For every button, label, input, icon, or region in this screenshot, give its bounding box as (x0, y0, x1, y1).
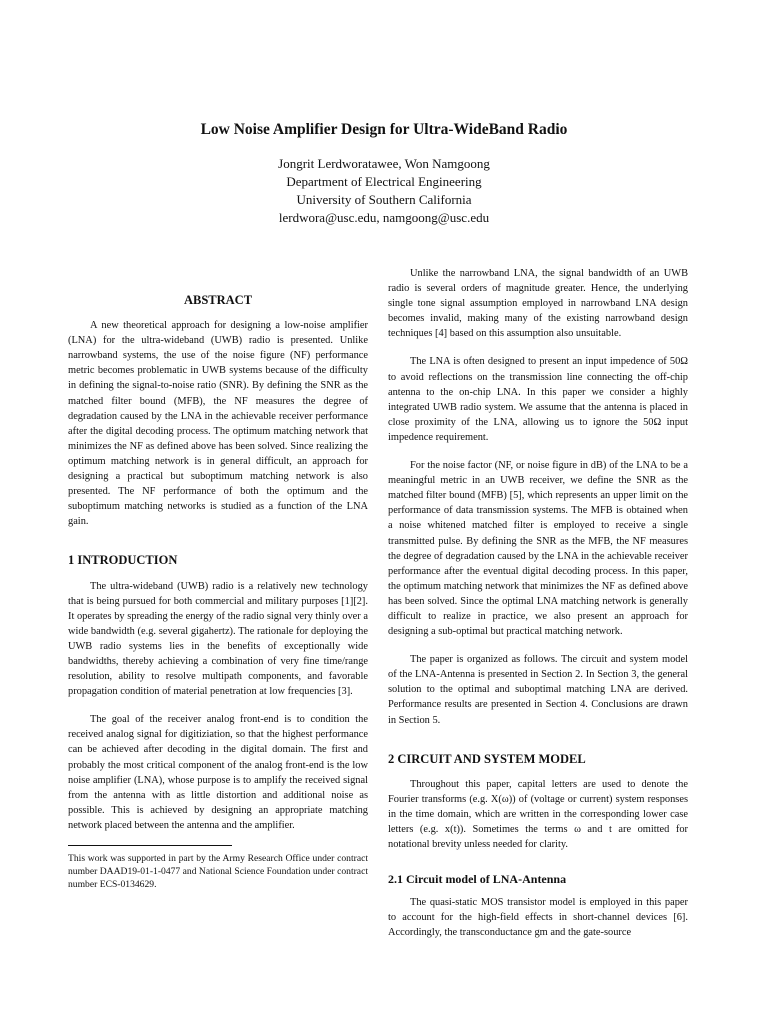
footnote-text: This work was supported in part by the Army Research Office under contract number DAAD19-01-1-0477 and National Science Foundation under contract number ECS-0134629. (68, 853, 368, 891)
section-2-paragraph: Throughout this paper, capital letters are used to denote the Fourier transforms (e.g. X(ω)) of (voltage or current) system responses in the time domain, which are written in the corresponding lower case letters (e.g. x(t)). Sometimes the terms ω and t are omitted for notational brevity unless needed for clarity. (388, 778, 688, 851)
author-block (0, 155, 768, 227)
paper-title: Low Noise Amplifier Design for Ultra-WideBand Radio (200, 121, 568, 138)
footnote (68, 845, 368, 892)
university: University of Southern California (296, 192, 472, 207)
intro-paragraph-1: The ultra-wideband (UWB) radio is a relatively new technology that is being pursued for both commercial and military purposes [1][2]. It operates by spreading the energy of the radio signal very thinly over a wide bandwidth (e.g. several gigahertz). The rationale for deploying the UWB radio systems lies in the benefits of exceptionally wide bandwidths, thereby achieving a combination of very fine time/range resolution, ability to resolve multipath components, and favorable propagation condition of material penetration at low frequencies [3]. (68, 580, 368, 698)
intro-paragraph-2: The goal of the receiver analog front-end is to condition the received analog signal for digitiziation, so that the highest performance can be achieved after decoding in the digital domain. The first and probably the most critical component of the analog front-end is the low noise amplifier (LNA), whose purpose is to amplify the received signal from the antenna with as little distortion and additional noise as possible. This is achieved by designing an appropriate matching network placed between the antenna and the amplifier. (68, 714, 368, 831)
subsection-2-1-heading: 2.1 Circuit model of LNA-Antenna (388, 872, 567, 887)
abstract-text: A new theoretical approach for designing a low-noise amplifier (LNA) for the ultra-wideband (UWB) radio is presented. Unlike narrowband systems, the use of the noise figure (NF) performance metric becomes problematic in UWB systems because of the difficulty in defining the signal-to-noise ratio (SNR). By defining the SNR as the matched filter bound (MFB), the NF measures the degree of degradation caused by the LNA in the achievable receiver performance after the digital decoding process. The optimum matching network that minimizes the NF as defined above has been solved. Since realizing the optimum matching network is in general difficult, an approach for designing a practical but suboptimum matching network is also presented. The NF performance of both the optimum and the suboptimum matching networks is studied as a function of the LNA gain. (68, 320, 368, 528)
subsection-2-1-paragraph: The quasi-static MOS transistor model is employed in this paper to account for the high-field effects in short-channel devices [6]. Accordingly, the transconductance gm and the gate-source (388, 897, 688, 939)
emails: lerdwora@usc.edu, namgoong@usc.edu (278, 210, 490, 225)
left-column (68, 293, 368, 846)
right-paragraph-4: The paper is organized as follows. The circuit and system model of the LNA-Antenna is presented in Section 2. In Section 3, the general solution to the optimal and suboptimal matching LNA are derived. Performance results are presented in Section 4. Conclusions are drawn in Section 5. (388, 654, 688, 726)
intro-heading: 1 INTRODUCTION (68, 553, 178, 568)
abstract-heading: ABSTRACT (183, 293, 253, 307)
right-paragraph-2: The LNA is often designed to present an input impedence of 50Ω to avoid reflections on the transmission line connecting the off-chip antenna to the on-chip LNA. In this paper we consider a highly integrated UWB radio system. We assume that the antenna is placed in close proximity of the LNA, allowing us to ignore the 50Ω input impedence requirement. (388, 356, 688, 443)
right-column (388, 266, 688, 954)
footnote-rule (68, 845, 232, 846)
section-2-heading: 2 CIRCUIT AND SYSTEM MODEL (388, 751, 586, 766)
right-paragraph-3: For the noise factor (NF, or noise figure in dB) of the LNA to be a meaningful metric in an UWB receiver, we define the SNR as the matched filter bound (MFB) [5], which represents an upper limit on the performance of data transmission systems. The MFB is obtained when a noise whitened matched filter is employed to receive a single transmitted pulse. By defining the SNR as the MFB, the NF measures the degree of degradation caused by the LNA in the achievable receiver performance after the eventual digital decoding process. In this paper, the optimum matching network that minimizes the NF as defined above has been solved. Since the optimal LNA matching network is generally difficult to realize in practice, we also present an approach for designing a sub-optimal but practical matching network. (388, 460, 688, 638)
right-paragraph-1: Unlike the narrowband LNA, the signal bandwidth of an UWB radio is several orders of magnitude greater. Hence, the underlying single tone signal assumption employed in narrowband LNA design becomes invalid, making many of the existing narrowband design techniques [4] based on this assumption also unsuitable. (388, 268, 688, 340)
authors: Jongrit Lerdworatawee, Won Namgoong (278, 156, 490, 171)
department: Department of Electrical Engineering (286, 174, 482, 189)
